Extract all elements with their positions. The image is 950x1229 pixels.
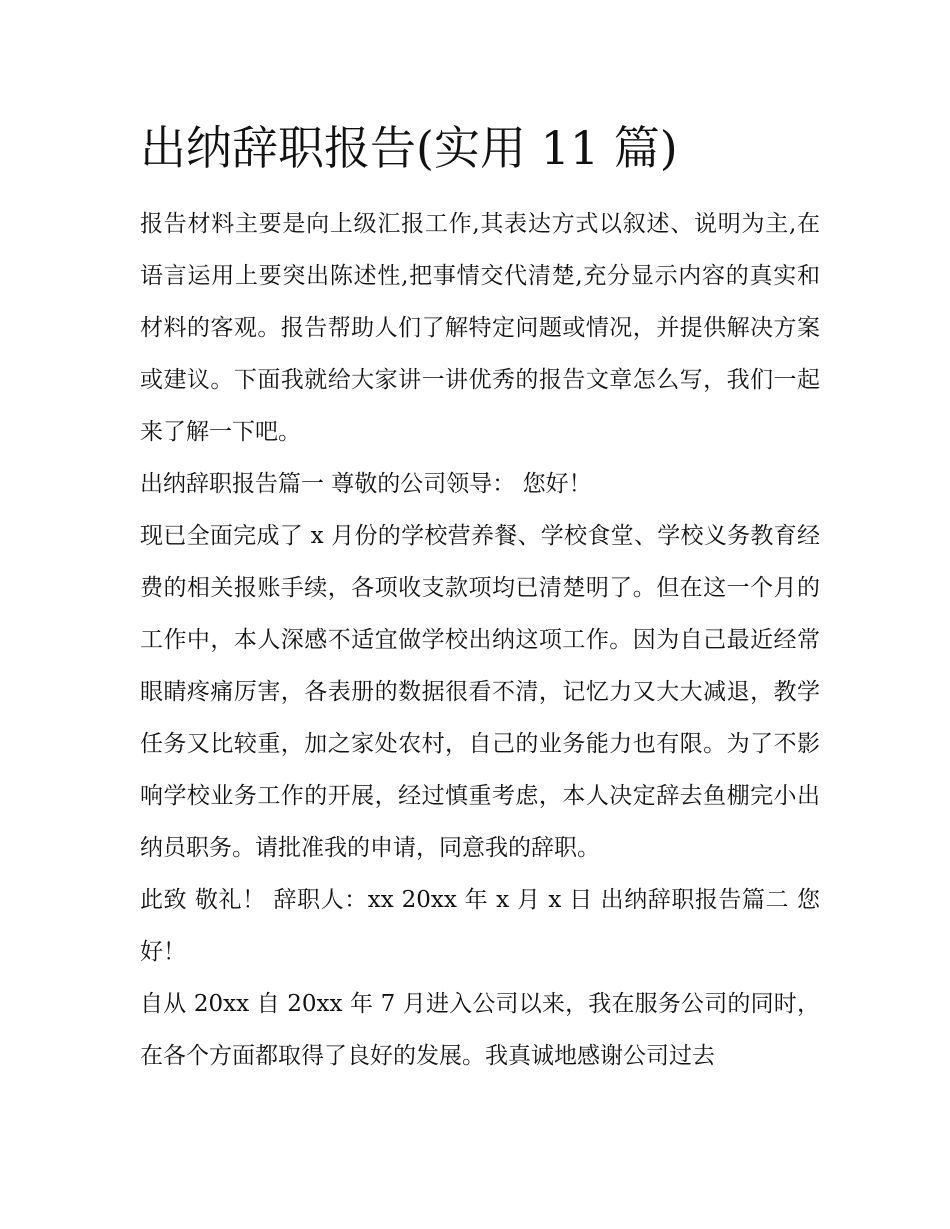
closing-paragraph: 此致 敬礼！ 辞职人：xx 20xx 年 x 月 x 日 出纳辞职报告篇二 您好！: [140, 887, 820, 965]
section-one-heading: 出纳辞职报告篇一 尊敬的公司领导： 您好！: [140, 471, 592, 497]
intro-paragraph: 报告材料主要是向上级汇报工作,其表达方式以叙述、说明为主,在语言运用上要突出陈述性,把事情交代清楚,充分显示内容的真实和材料的客观。报告帮助人们了解特定问题或情况，并提供解决方案或建议。下面我就给大家讲一讲优秀的报告文章怎么写，我们一起来了解一下吧。: [140, 211, 820, 445]
document-body: [140, 198, 820, 1082]
section-one-paragraph: 现已全面完成了 x 月份的学校营养餐、学校食堂、学校义务教育经费的相关报账手续，各项收支款项均已清楚明了。但在这一个月的工作中，本人深感不适宜做学校出纳这项工作。因为自己最近经常眼睛疼痛厉害，各表册的数据很看不清，记忆力又大大减退，教学任务又比较重，加之家处农村，自己的业务能力也有限。为了不影响学校业务工作的开展，经过慎重考虑，本人决定辞去鱼棚完小出纳员职务。请批准我的申请，同意我的辞职。: [140, 523, 820, 861]
section-two-paragraph: 自从 20xx 自 20xx 年 7 月进入公司以来，我在服务公司的同时，在各个方面都取得了良好的发展。我真诚地感谢公司过去: [140, 991, 820, 1069]
document-title: 出纳辞职报告(实用 11 篇): [140, 121, 678, 175]
